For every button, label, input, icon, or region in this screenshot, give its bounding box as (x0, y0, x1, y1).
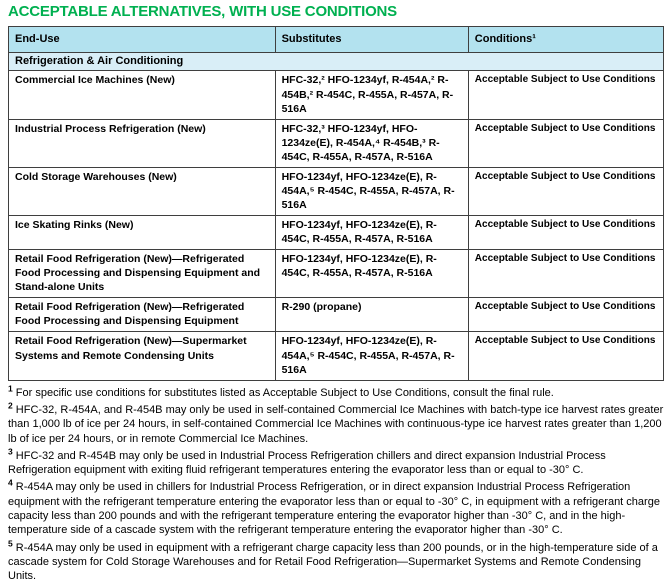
table-header-row (9, 27, 664, 53)
footnote-marker: 4 (8, 477, 13, 488)
footnote-marker: 5 (8, 537, 13, 548)
column-header-conditions: Conditions¹ (468, 27, 663, 53)
end-use-cell: Cold Storage Warehouses (New) (9, 167, 276, 215)
conditions-cell: Acceptable Subject to Use Conditions (468, 119, 663, 167)
table-row (9, 119, 664, 167)
table-row (9, 216, 664, 250)
table-row (9, 332, 664, 380)
substitutes-cell: HFO-1234yf, HFO-1234ze(E), R-454A,⁵ R-454C, R-455A, R-457A, R-516A (275, 167, 468, 215)
conditions-cell: Acceptable Subject to Use Conditions (468, 216, 663, 250)
conditions-cell: Acceptable Subject to Use Conditions (468, 298, 663, 332)
column-header-end-use: End-Use (9, 27, 276, 53)
end-use-cell: Retail Food Refrigeration (New)—Refrigerated Food Processing and Dispensing Equipment (9, 298, 276, 332)
page-title: ACCEPTABLE ALTERNATIVES, WITH USE CONDITIONS (8, 3, 397, 20)
footnote: $^1$ For specific use conditions for substitutes listed as Acceptable Subject to Use Conditions, consult the final rule. (8, 383, 554, 399)
conditions-cell: Acceptable Subject to Use Conditions (468, 332, 663, 380)
end-use-cell: Ice Skating Rinks (New) (9, 216, 276, 250)
end-use-cell: Retail Food Refrigeration (New)—Refrigerated Food Processing and Dispensing Equipment and Stand-alone Units (9, 250, 276, 298)
footnote-marker: 2 (8, 400, 13, 411)
footnote-marker: 1 (8, 383, 13, 393)
footnote-marker: 3 (8, 446, 13, 457)
table-row (9, 167, 664, 215)
conditions-cell: Acceptable Subject to Use Conditions (468, 250, 663, 298)
footnotes (8, 383, 664, 584)
substitutes-cell: HFO-1234yf, HFO-1234ze(E), R-454C, R-455A, R-457A, R-516A (275, 250, 468, 298)
table-body (9, 52, 664, 380)
substitutes-cell: HFC-32,³ HFO-1234yf, HFO-1234ze(E), R-454A,⁴ R-454B,³ R-454C, R-455A, R-457A, R-516A (275, 119, 468, 167)
footnote: $^3$ HFC-32 and R-454B may only be used in Industrial Process Refrigeration chillers and direct expansion Industrial Process Refrigeration equipment with exiting fluid refrigerant temperatures entering the evaporator less than or equal to -30° C. (8, 446, 606, 477)
footnote: $^2$ HFC-32, R-454A, and R-454B may only be used in self-contained Commercial Ice Machines with batch-type ice harvest rates greater than 1,000 lb of ice per 24 hours, in self-contained Commercial Ice Machines with continuous-type ice harvest rates greater than 1,200 lb of ice per 24 hours, or in remote Commercial Ice Machines. (8, 400, 664, 445)
end-use-cell: Industrial Process Refrigeration (New) (9, 119, 276, 167)
table-row (9, 71, 664, 119)
substitutes-cell: HFC-32,² HFO-1234yf, R-454A,² R-454B,² R-454C, R-455A, R-457A, R-516A (275, 71, 468, 119)
footnote: $^4$ R-454A may only be used in chillers for Industrial Process Refrigeration, or in direct expansion Industrial Process Refrigeration equipment with the refrigerant temperature entering the evaporator less than or equal to -30° C, in equipment with a refrigerant charge capacity less than 200 pounds and with the refrigerant temperature entering the evaporator higher than -30° C, and in the high-temperature side of a cascade system with the refrigerant temperature entering the evaporator higher than -30° C. (8, 477, 660, 537)
substitutes-cell: HFO-1234yf, HFO-1234ze(E), R-454C, R-455A, R-457A, R-516A (275, 216, 468, 250)
substitutes-cell: HFO-1234yf, HFO-1234ze(E), R-454A,⁵ R-454C, R-455A, R-457A, R-516A (275, 332, 468, 380)
section-header: Refrigeration & Air Conditioning (9, 52, 664, 71)
table-row (9, 250, 664, 298)
end-use-cell: Retail Food Refrigeration (New)—Supermarket Systems and Remote Condensing Units (9, 332, 276, 380)
footnote: $^5$ R-454A may only be used in equipment with a refrigerant charge capacity less than 200 pounds, or in the high-temperature side of a cascade system for Cold Storage Warehouses and for Retail Food Refrigeration—Supermarket Systems and Remote Condensing Units. (8, 537, 658, 583)
conditions-cell: Acceptable Subject to Use Conditions (468, 167, 663, 215)
table-row (9, 298, 664, 332)
column-header-substitutes: Substitutes (275, 27, 468, 53)
section-row (9, 52, 664, 71)
substitutes-cell: R-290 (propane) (275, 298, 468, 332)
alternatives-table (8, 26, 664, 381)
end-use-cell: Commercial Ice Machines (New) (9, 71, 276, 119)
conditions-cell: Acceptable Subject to Use Conditions (468, 71, 663, 119)
